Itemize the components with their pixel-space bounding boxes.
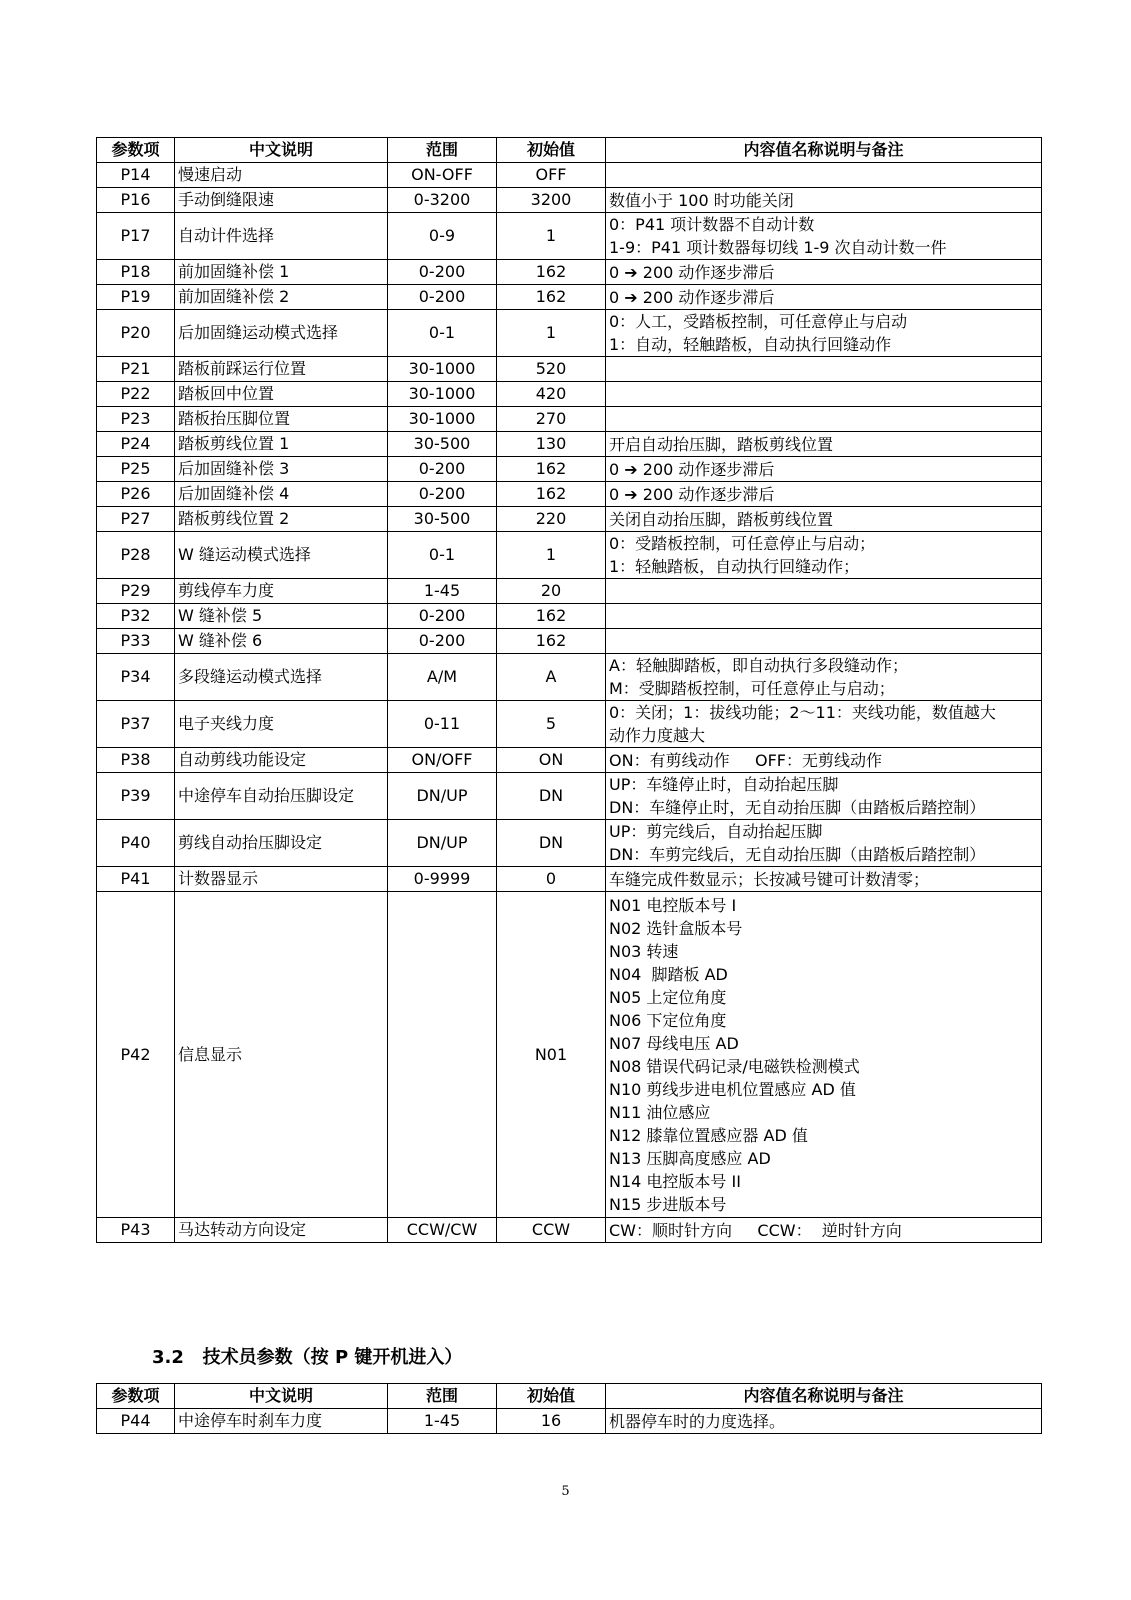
note-line: 1：轻触踏板，自动执行回缝动作； bbox=[609, 557, 860, 576]
param-cell: P22 bbox=[97, 382, 175, 407]
range-cell: 0-200 bbox=[388, 629, 497, 654]
note-line: 1-9：P41 项计数器每切线 1-9 次自动计数一件 bbox=[609, 238, 947, 257]
range-cell: 30-500 bbox=[388, 432, 497, 457]
table-row bbox=[97, 654, 1042, 701]
range-cell: 0-11 bbox=[388, 701, 497, 748]
notes-cell bbox=[606, 1409, 1042, 1434]
desc-cell: 中途停车时刹车力度 bbox=[175, 1409, 388, 1434]
section-heading: 3.2 技术员参数（按 P 键开机进入） bbox=[152, 1347, 463, 1368]
note-line: 0：受踏板控制，可任意停止与启动； bbox=[609, 534, 876, 553]
init-cell: OFF bbox=[497, 163, 606, 188]
notes-cell bbox=[606, 629, 1042, 654]
init-cell: 162 bbox=[497, 604, 606, 629]
init-cell: 162 bbox=[497, 629, 606, 654]
param-cell: P24 bbox=[97, 432, 175, 457]
note-line: 0：关闭；1：拔线功能；2～11：夹线功能，数值越大 bbox=[609, 703, 996, 722]
param-cell: P33 bbox=[97, 629, 175, 654]
notes-cell bbox=[606, 310, 1042, 357]
init-cell: 1 bbox=[497, 532, 606, 579]
notes-cell bbox=[606, 604, 1042, 629]
param-cell: P26 bbox=[97, 482, 175, 507]
note-line: DN：车剪完线后，无自动抬压脚（由踏板后踏控制） bbox=[609, 845, 986, 864]
range-cell: 0-200 bbox=[388, 604, 497, 629]
param-cell: P29 bbox=[97, 579, 175, 604]
note-line: N13 压脚高度感应 AD bbox=[609, 1148, 771, 1168]
technician-parameter-table bbox=[96, 1383, 1042, 1434]
init-cell: DN bbox=[497, 773, 606, 820]
range-cell: ON-OFF bbox=[388, 163, 497, 188]
range-cell: 0-200 bbox=[388, 457, 497, 482]
header-param: 参数项 bbox=[97, 138, 175, 163]
param-cell: P34 bbox=[97, 654, 175, 701]
init-cell: N01 bbox=[497, 892, 606, 1218]
table-row bbox=[97, 579, 1042, 604]
notes-cell bbox=[606, 285, 1042, 310]
notes-cell bbox=[606, 507, 1042, 532]
param-cell: P37 bbox=[97, 701, 175, 748]
range-cell: 30-1000 bbox=[388, 357, 497, 382]
range-cell: DN/UP bbox=[388, 820, 497, 867]
param-cell: P27 bbox=[97, 507, 175, 532]
note-line: 0 ➔ 200 动作逐步滞后 bbox=[609, 459, 775, 479]
note-line: ON：有剪线动作 OFF：无剪线动作 bbox=[609, 750, 882, 770]
desc-cell: 马达转动方向设定 bbox=[175, 1218, 388, 1243]
notes-cell bbox=[606, 188, 1042, 213]
param-cell: P32 bbox=[97, 604, 175, 629]
range-cell: 0-200 bbox=[388, 260, 497, 285]
table-row bbox=[97, 820, 1042, 867]
param-cell: P19 bbox=[97, 285, 175, 310]
param-cell: P41 bbox=[97, 867, 175, 892]
table-row bbox=[97, 507, 1042, 532]
header-init: 初始值 bbox=[497, 1384, 606, 1409]
note-line: A：轻触脚踏板，即自动执行多段缝动作； bbox=[609, 656, 908, 675]
note-line: N14 电控版本号 II bbox=[609, 1171, 741, 1191]
init-cell: 1 bbox=[497, 310, 606, 357]
param-cell: P25 bbox=[97, 457, 175, 482]
header-notes: 内容值名称说明与备注 bbox=[606, 1384, 1042, 1409]
desc-cell: 计数器显示 bbox=[175, 867, 388, 892]
desc-cell: 自动计件选择 bbox=[175, 213, 388, 260]
init-cell: DN bbox=[497, 820, 606, 867]
desc-cell: 踏板抬压脚位置 bbox=[175, 407, 388, 432]
init-cell: 5 bbox=[497, 701, 606, 748]
desc-cell: 手动倒缝限速 bbox=[175, 188, 388, 213]
init-cell: 0 bbox=[497, 867, 606, 892]
desc-cell: 后加固缝补偿 4 bbox=[175, 482, 388, 507]
parameter-table bbox=[96, 137, 1042, 1243]
desc-cell: 踏板剪线位置 2 bbox=[175, 507, 388, 532]
init-cell: 16 bbox=[497, 1409, 606, 1434]
param-cell: P23 bbox=[97, 407, 175, 432]
notes-cell bbox=[606, 654, 1042, 701]
note-line: N05 上定位角度 bbox=[609, 987, 727, 1007]
range-cell: A/M bbox=[388, 654, 497, 701]
note-line: N11 油位感应 bbox=[609, 1102, 711, 1122]
param-cell: P17 bbox=[97, 213, 175, 260]
param-cell: P38 bbox=[97, 748, 175, 773]
notes-cell bbox=[606, 773, 1042, 820]
header-notes: 内容值名称说明与备注 bbox=[606, 138, 1042, 163]
header-param: 参数项 bbox=[97, 1384, 175, 1409]
notes-cell bbox=[606, 432, 1042, 457]
range-cell: 30-1000 bbox=[388, 407, 497, 432]
param-cell: P20 bbox=[97, 310, 175, 357]
note-line: DN：车缝停止时，无自动抬压脚（由踏板后踏控制） bbox=[609, 798, 986, 817]
table-row bbox=[97, 629, 1042, 654]
header-desc: 中文说明 bbox=[175, 1384, 388, 1409]
param-cell: P14 bbox=[97, 163, 175, 188]
note-line: 动作力度越大 bbox=[609, 726, 706, 745]
param-cell: P40 bbox=[97, 820, 175, 867]
desc-cell: 自动剪线功能设定 bbox=[175, 748, 388, 773]
desc-cell: 踏板前踩运行位置 bbox=[175, 357, 388, 382]
note-line: N06 下定位角度 bbox=[609, 1010, 727, 1030]
note-line: N03 转速 bbox=[609, 941, 679, 961]
note-line: 数值小于 100 时功能关闭 bbox=[609, 190, 794, 210]
note-line: 1：自动，轻触踏板，自动执行回缝动作 bbox=[609, 335, 892, 354]
table-row bbox=[97, 357, 1042, 382]
notes-cell bbox=[606, 579, 1042, 604]
table-header-row bbox=[97, 138, 1042, 163]
table-row bbox=[97, 1409, 1042, 1434]
range-cell: 30-1000 bbox=[388, 382, 497, 407]
note-line: 0：人工，受踏板控制，可任意停止与启动 bbox=[609, 312, 908, 331]
table-row bbox=[97, 604, 1042, 629]
table-row bbox=[97, 773, 1042, 820]
note-line: UP：车缝停止时，自动抬起压脚 bbox=[609, 775, 839, 794]
notes-cell bbox=[606, 213, 1042, 260]
desc-cell: 剪线停车力度 bbox=[175, 579, 388, 604]
range-cell: 1-45 bbox=[388, 579, 497, 604]
init-cell: 162 bbox=[497, 285, 606, 310]
notes-cell bbox=[606, 748, 1042, 773]
page-number: 5 bbox=[561, 1484, 570, 1499]
notes-cell bbox=[606, 163, 1042, 188]
init-cell: 20 bbox=[497, 579, 606, 604]
notes-cell bbox=[606, 867, 1042, 892]
desc-cell: 前加固缝补偿 2 bbox=[175, 285, 388, 310]
desc-cell: 剪线自动抬压脚设定 bbox=[175, 820, 388, 867]
param-cell: P44 bbox=[97, 1409, 175, 1434]
init-cell: 1 bbox=[497, 213, 606, 260]
desc-cell: 踏板回中位置 bbox=[175, 382, 388, 407]
notes-cell bbox=[606, 457, 1042, 482]
range-cell: 0-200 bbox=[388, 285, 497, 310]
table-row bbox=[97, 1218, 1042, 1243]
notes-cell bbox=[606, 482, 1042, 507]
table-row bbox=[97, 748, 1042, 773]
init-cell: 520 bbox=[497, 357, 606, 382]
range-cell: 0-9 bbox=[388, 213, 497, 260]
header-range: 范围 bbox=[388, 1384, 497, 1409]
table-row bbox=[97, 163, 1042, 188]
desc-cell: 中途停车自动抬压脚设定 bbox=[175, 773, 388, 820]
table-row bbox=[97, 457, 1042, 482]
note-line: N02 选针盒版本号 bbox=[609, 918, 743, 938]
range-cell: DN/UP bbox=[388, 773, 497, 820]
table-row bbox=[97, 482, 1042, 507]
init-cell: 3200 bbox=[497, 188, 606, 213]
range-cell: 0-3200 bbox=[388, 188, 497, 213]
desc-cell: W 缝补偿 6 bbox=[175, 629, 388, 654]
range-cell bbox=[388, 892, 497, 1218]
table-row bbox=[97, 188, 1042, 213]
note-line: M：受脚踏板控制，可任意停止与启动； bbox=[609, 679, 895, 698]
range-cell: 0-1 bbox=[388, 310, 497, 357]
note-line: N12 膝靠位置感应器 AD 值 bbox=[609, 1125, 808, 1145]
note-line: 0 ➔ 200 动作逐步滞后 bbox=[609, 262, 775, 282]
range-cell: 1-45 bbox=[388, 1409, 497, 1434]
desc-cell: 前加固缝补偿 1 bbox=[175, 260, 388, 285]
param-cell: P28 bbox=[97, 532, 175, 579]
range-cell: 30-500 bbox=[388, 507, 497, 532]
notes-cell bbox=[606, 820, 1042, 867]
init-cell: 162 bbox=[497, 457, 606, 482]
note-line: 0：P41 项计数器不自动计数 bbox=[609, 215, 815, 234]
range-cell: ON/OFF bbox=[388, 748, 497, 773]
table-row bbox=[97, 213, 1042, 260]
param-cell: P18 bbox=[97, 260, 175, 285]
note-line: N01 电控版本号 I bbox=[609, 895, 737, 915]
init-cell: 130 bbox=[497, 432, 606, 457]
notes-cell bbox=[606, 407, 1042, 432]
init-cell: A bbox=[497, 654, 606, 701]
param-cell: P42 bbox=[97, 892, 175, 1218]
note-line: N15 步进版本号 bbox=[609, 1194, 727, 1214]
note-line: 0 ➔ 200 动作逐步滞后 bbox=[609, 287, 775, 307]
desc-cell: 多段缝运动模式选择 bbox=[175, 654, 388, 701]
notes-cell bbox=[606, 532, 1042, 579]
init-cell: ON bbox=[497, 748, 606, 773]
table-header-row bbox=[97, 1384, 1042, 1409]
desc-cell: 慢速启动 bbox=[175, 163, 388, 188]
note-line: 关闭自动抬压脚，踏板剪线位置 bbox=[609, 509, 834, 529]
note-line: 开启自动抬压脚，踏板剪线位置 bbox=[609, 434, 834, 454]
init-cell: 420 bbox=[497, 382, 606, 407]
note-line: N07 母线电压 AD bbox=[609, 1033, 739, 1053]
notes-cell bbox=[606, 382, 1042, 407]
table-row bbox=[97, 407, 1042, 432]
note-line: 机器停车时的力度选择。 bbox=[609, 1411, 786, 1431]
table-row bbox=[97, 382, 1042, 407]
init-cell: 162 bbox=[497, 260, 606, 285]
param-cell: P39 bbox=[97, 773, 175, 820]
table-row bbox=[97, 432, 1042, 457]
table-row bbox=[97, 532, 1042, 579]
param-cell: P16 bbox=[97, 188, 175, 213]
range-cell: 0-9999 bbox=[388, 867, 497, 892]
notes-cell bbox=[606, 1218, 1042, 1243]
range-cell: 0-1 bbox=[388, 532, 497, 579]
param-cell: P21 bbox=[97, 357, 175, 382]
desc-cell: 后加固缝补偿 3 bbox=[175, 457, 388, 482]
init-cell: 220 bbox=[497, 507, 606, 532]
header-range: 范围 bbox=[388, 138, 497, 163]
note-line: 0 ➔ 200 动作逐步滞后 bbox=[609, 484, 775, 504]
table-row bbox=[97, 260, 1042, 285]
note-line: N04 脚踏板 AD bbox=[609, 964, 728, 984]
init-cell: 270 bbox=[497, 407, 606, 432]
desc-cell: 电子夹线力度 bbox=[175, 701, 388, 748]
param-cell: P43 bbox=[97, 1218, 175, 1243]
table-row bbox=[97, 867, 1042, 892]
header-desc: 中文说明 bbox=[175, 138, 388, 163]
table-row bbox=[97, 285, 1042, 310]
note-line: N10 剪线步进电机位置感应 AD 值 bbox=[609, 1079, 856, 1099]
notes-cell bbox=[606, 701, 1042, 748]
note-line: 车缝完成件数显示；长按减号键可计数清零； bbox=[609, 869, 930, 889]
note-line: N08 错误代码记录/电磁铁检测模式 bbox=[609, 1056, 860, 1076]
notes-cell bbox=[606, 892, 1042, 1218]
notes-cell bbox=[606, 260, 1042, 285]
init-cell: 162 bbox=[497, 482, 606, 507]
desc-cell: 后加固缝运动模式选择 bbox=[175, 310, 388, 357]
table-row bbox=[97, 310, 1042, 357]
table-row bbox=[97, 701, 1042, 748]
table-row bbox=[97, 892, 1042, 1218]
range-cell: 0-200 bbox=[388, 482, 497, 507]
desc-cell: 踏板剪线位置 1 bbox=[175, 432, 388, 457]
note-line: CW：顺时针方向 CCW： 逆时针方向 bbox=[609, 1220, 902, 1240]
desc-cell: 信息显示 bbox=[175, 892, 388, 1218]
init-cell: CCW bbox=[497, 1218, 606, 1243]
header-init: 初始值 bbox=[497, 138, 606, 163]
range-cell: CCW/CW bbox=[388, 1218, 497, 1243]
note-line: UP：剪完线后，自动抬起压脚 bbox=[609, 822, 823, 841]
desc-cell: W 缝运动模式选择 bbox=[175, 532, 388, 579]
notes-cell bbox=[606, 357, 1042, 382]
desc-cell: W 缝补偿 5 bbox=[175, 604, 388, 629]
